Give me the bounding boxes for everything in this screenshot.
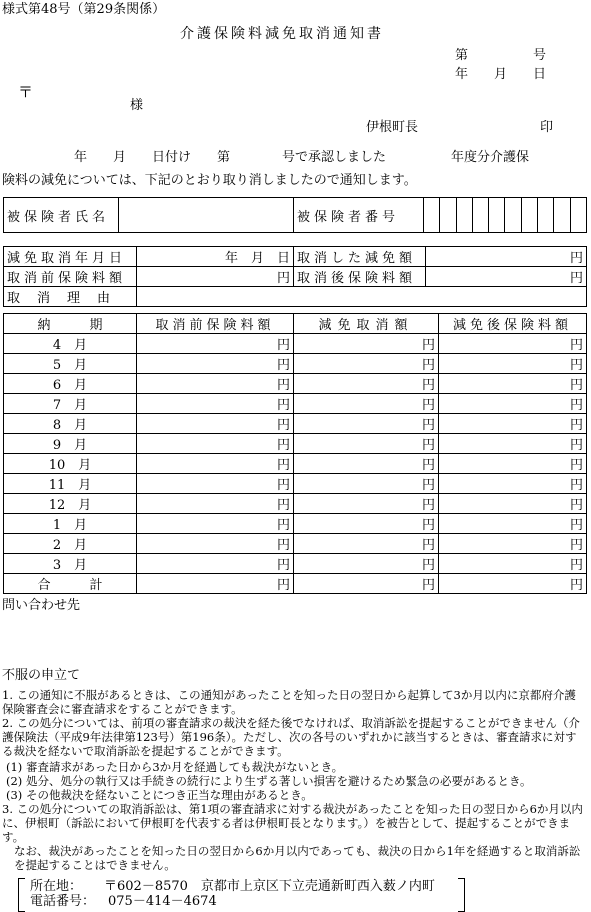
- month-post-yen: 円: [439, 334, 587, 354]
- monthly-row: [4, 534, 587, 554]
- insured-number-digit: [424, 198, 440, 233]
- body-text-line1: 年 月 日付け 第 号で承認しました 年度分介護保: [74, 150, 530, 165]
- pre-cancel-amount-yen: 円: [137, 267, 294, 287]
- monthly-row: [4, 394, 587, 414]
- monthly-row: [4, 414, 587, 434]
- month-cancel-yen: 円: [294, 414, 439, 434]
- insured-number-digit: [456, 198, 472, 233]
- insured-number-digit: [489, 198, 505, 233]
- insured-number-digit: [538, 198, 554, 233]
- month-pre-yen: 円: [137, 394, 294, 414]
- appeal-item-1: 1. この通知に不服があるときは、この通知があったことを知った日の翌日から起算して3か月以内に京都府介護保険審査会に審査請求をすることができます。: [2, 688, 576, 716]
- document-title: 介護保険料減免取消通知書: [180, 26, 384, 42]
- post-cancel-amount-yen: 円: [426, 267, 587, 287]
- total-cancel-yen: 円: [294, 574, 439, 594]
- month-post-yen: 円: [439, 414, 587, 434]
- form-number: 様式第48号（第29条関係）: [2, 2, 166, 17]
- month-pre-yen: 円: [137, 334, 294, 354]
- contact-label: 問い合わせ先: [2, 598, 81, 613]
- month-post-yen: 円: [439, 374, 587, 394]
- month-cancel-yen: 円: [294, 374, 439, 394]
- month-pre-yen: 円: [137, 494, 294, 514]
- cancelled-amount-yen: 円: [426, 247, 587, 267]
- monthly-row: [4, 454, 587, 474]
- month-pre-yen: 円: [137, 434, 294, 454]
- total-pre-yen: 円: [137, 574, 294, 594]
- document-number-label: 第 号: [455, 48, 547, 63]
- month-cancel-yen: 円: [294, 394, 439, 414]
- monthly-row: [4, 494, 587, 514]
- month-post-yen: 円: [439, 434, 587, 454]
- monthly-header-period: 納 期: [4, 314, 137, 334]
- insured-number-digit: [440, 198, 456, 233]
- cancel-date-label: 減免取消年月日: [4, 247, 137, 267]
- appeal-item-2: 2. この処分については、前項の審査請求の裁決を経た後でなければ、取消訴訟を提起することができません（介護保険法（平成9年法律第123号）第196条）。ただし、次の各号のいずれかに該当するときは、審査請求に対する裁決を経ないで取消訴訟を提起することができます。: [2, 716, 580, 758]
- month-post-yen: 円: [439, 554, 587, 574]
- address-phone-value: 075－414－4674: [108, 894, 217, 909]
- address-location-label: 所在地：: [30, 879, 83, 894]
- insured-number-digit: [570, 198, 586, 233]
- appeal-heading: 不服の申立て: [2, 668, 81, 683]
- appeal-sub-1: (1) 審査請求があった日から3か月を経過しても裁決がないとき。: [6, 760, 344, 774]
- month-post-yen: 円: [439, 454, 587, 474]
- month-label: 9 月: [4, 434, 137, 454]
- month-label: 1 月: [4, 514, 137, 534]
- month-pre-yen: 円: [137, 374, 294, 394]
- month-pre-yen: 円: [137, 414, 294, 434]
- cancelled-amount-label: 取消した減免額: [294, 247, 426, 267]
- month-post-yen: 円: [439, 354, 587, 374]
- month-label: 2 月: [4, 534, 137, 554]
- insured-number-digit: [505, 198, 521, 233]
- month-label: 7 月: [4, 394, 137, 414]
- insured-number-digit: [554, 198, 570, 233]
- monthly-row: [4, 434, 587, 454]
- monthly-row: [4, 354, 587, 374]
- cancel-reason-label: 取消理由: [4, 287, 137, 307]
- cancel-date-value: 年 月 日: [137, 247, 294, 267]
- month-cancel-yen: 円: [294, 474, 439, 494]
- month-label: 11 月: [4, 474, 137, 494]
- appeal-item-3-note: なお、裁決があったことを知った日の翌日から6か月以内であっても、裁決の日から1年を経過すると取消訴訟を提起することはできません。: [14, 844, 581, 872]
- month-cancel-yen: 円: [294, 454, 439, 474]
- monthly-row: [4, 474, 587, 494]
- monthly-table: [3, 313, 587, 594]
- month-label: 12 月: [4, 494, 137, 514]
- month-label: 3 月: [4, 554, 137, 574]
- month-post-yen: 円: [439, 514, 587, 534]
- address-phone-label: 電話番号：: [30, 894, 96, 909]
- post-cancel-amount-label: 取消後保険料額: [294, 267, 426, 287]
- month-label: 6 月: [4, 374, 137, 394]
- month-pre-yen: 円: [137, 474, 294, 494]
- month-cancel-yen: 円: [294, 434, 439, 454]
- monthly-header-pre: 取消前保険料額: [137, 314, 294, 334]
- seal-mark: 印: [540, 120, 554, 135]
- month-post-yen: 円: [439, 494, 587, 514]
- address-bracket-right: [458, 878, 465, 912]
- appeal-item-3: 3. この処分についての取消訴訟は、第1項の審査請求に対する裁決があったことを知った日の翌日から6か月以内に、伊根町（訴訟において伊根町を代表する者は伊根町長となります。）を被告として、提起することができます。: [2, 802, 583, 844]
- month-cancel-yen: 円: [294, 554, 439, 574]
- insured-number-digit: [521, 198, 537, 233]
- month-label: 4 月: [4, 334, 137, 354]
- appeal-sub-3: (3) その他裁決を経ないことにつき正当な理由があるとき。: [6, 788, 313, 802]
- document-date-label: 年 月 日: [455, 67, 547, 82]
- monthly-row: [4, 554, 587, 574]
- month-label: 10 月: [4, 454, 137, 474]
- month-cancel-yen: 円: [294, 514, 439, 534]
- month-pre-yen: 円: [137, 454, 294, 474]
- month-cancel-yen: 円: [294, 334, 439, 354]
- insured-name-value: [119, 198, 294, 233]
- month-pre-yen: 円: [137, 554, 294, 574]
- pre-cancel-amount-label: 取消前保険料額: [4, 267, 137, 287]
- recipient-honorific: 様: [130, 98, 144, 113]
- insured-name-label: 被保険者氏名: [4, 198, 119, 233]
- month-cancel-yen: 円: [294, 354, 439, 374]
- monthly-row: [4, 334, 587, 354]
- body-text-line2: 険料の減免については、下記のとおり取り消しましたので通知します。: [2, 173, 417, 188]
- month-post-yen: 円: [439, 474, 587, 494]
- month-post-yen: 円: [439, 534, 587, 554]
- address-bracket-left: [18, 878, 25, 912]
- month-pre-yen: 円: [137, 354, 294, 374]
- insured-number-digit: [472, 198, 488, 233]
- address-location-value: 〒602－8570 京都市上京区下立売通新町西入薮ノ内町: [104, 879, 435, 894]
- cancel-reason-value: [137, 287, 587, 307]
- month-cancel-yen: 円: [294, 534, 439, 554]
- appeal-sub-2: (2) 処分、処分の執行又は手続きの続行により生ずる著しい損害を避けるため緊急の必要があるとき。: [6, 774, 532, 788]
- monthly-row: [4, 374, 587, 394]
- insured-number-label: 被保険者番号: [294, 198, 424, 233]
- cancellation-info-table: [3, 246, 587, 307]
- monthly-header-post: 減免後保険料額: [439, 314, 587, 334]
- month-pre-yen: 円: [137, 534, 294, 554]
- monthly-total-label: 合 計: [4, 574, 137, 594]
- postal-mark: 〒: [18, 83, 34, 101]
- month-label: 8 月: [4, 414, 137, 434]
- monthly-row: [4, 514, 587, 534]
- monthly-header-cancel: 減免取消額: [294, 314, 439, 334]
- month-cancel-yen: 円: [294, 494, 439, 514]
- issuer-name: 伊根町長: [366, 120, 419, 135]
- total-post-yen: 円: [439, 574, 587, 594]
- month-label: 5 月: [4, 354, 137, 374]
- insured-table: [3, 197, 587, 233]
- month-post-yen: 円: [439, 394, 587, 414]
- month-pre-yen: 円: [137, 514, 294, 534]
